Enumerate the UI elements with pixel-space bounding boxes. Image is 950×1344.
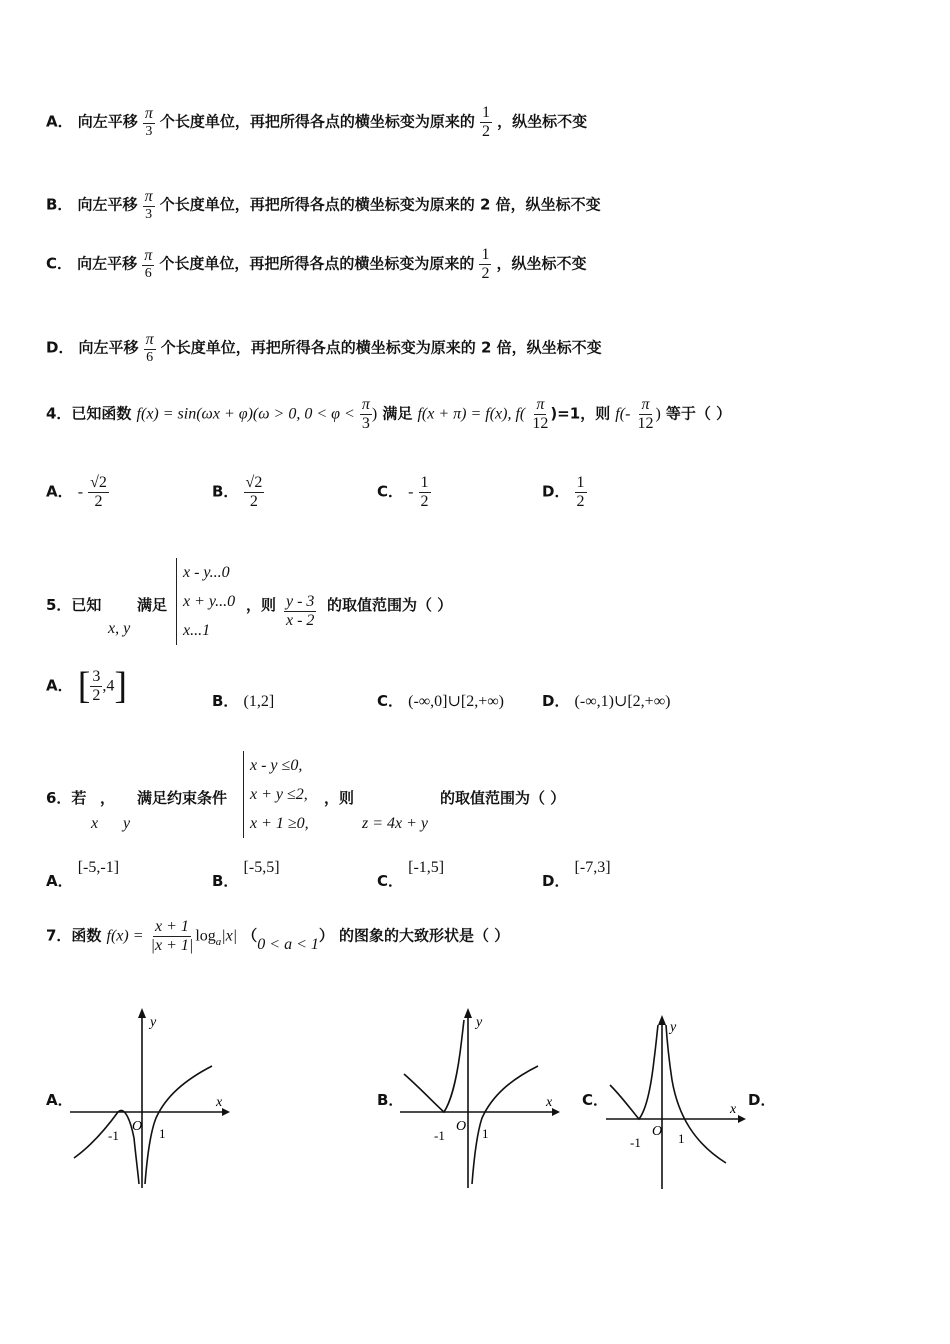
- x-axis-label: x: [730, 1102, 737, 1117]
- shift-fraction: $\frac{\pi}{6}$: [145, 331, 154, 365]
- curve-left: [610, 1025, 658, 1119]
- variables: x, y: [108, 620, 131, 637]
- function-fraction: $\frac{x + 1}{|x + 1|}$: [150, 918, 194, 954]
- q3-option-d: [46, 331, 602, 365]
- tick-label-pos: 1: [159, 1126, 166, 1141]
- function-lhs: f(x) =: [106, 927, 144, 945]
- q5-option-a: A． [ $\frac{3}{2}$ ,4]: [46, 665, 128, 707]
- origin-label: O: [456, 1119, 467, 1134]
- x-axis-label: x: [546, 1095, 553, 1110]
- tick-label-pos: 1: [482, 1126, 489, 1141]
- curve-left: [74, 1110, 139, 1184]
- target-fraction: $\frac{y - 3}{x - 2}$: [286, 593, 315, 629]
- tick-label-pos: 1: [678, 1131, 685, 1146]
- answer-fraction: $\frac{√2}{2}$: [90, 474, 107, 510]
- x-axis-label: x: [216, 1095, 223, 1110]
- interval-fraction: $\frac{3}{2}$: [92, 667, 101, 704]
- q6-option-a: A． [-5,-1]: [46, 859, 120, 890]
- q5-option-d: D． (-∞,1)∪[2,+∞): [542, 692, 671, 710]
- ask-expression: f(-: [615, 405, 631, 423]
- q7-option-a-label: A．: [46, 1091, 73, 1109]
- curve-left: [404, 1020, 464, 1112]
- condition-fraction: $\frac{\pi}{12}$: [532, 396, 549, 432]
- condition-label: 满足约束条件: [137, 789, 228, 807]
- condition-label: 满足: [137, 596, 168, 614]
- variable-x: x: [91, 815, 99, 832]
- tick-label-neg: -1: [108, 1128, 119, 1143]
- option-text-pre: 向左平移: [77, 254, 138, 273]
- q7-graph-a: [70, 1008, 230, 1188]
- shift-fraction: $\frac{\pi}{6}$: [144, 247, 153, 281]
- curve-right: [666, 1025, 726, 1163]
- q7-option-b-label: B．: [377, 1091, 404, 1109]
- base-condition: 0 < a < 1: [257, 935, 319, 953]
- q7-graph-c: [606, 1015, 746, 1191]
- q6-option-c: C． [-1,5]: [377, 859, 445, 890]
- q6-option-b: B． [-5,5]: [212, 859, 280, 890]
- option-text-pre: 向左平移: [77, 112, 138, 131]
- ask-text: 等于（ ）: [665, 404, 732, 423]
- answer-fraction: $\frac{1}{2}$: [420, 474, 429, 510]
- q7-graph-b: [400, 1008, 560, 1188]
- q7-stem: 7．函数 f(x) = $\frac{x + 1}{|x + 1|}$ $\log_a|x|$ （0 < a < 1） 的图象的大致形状是（ ）: [46, 918, 510, 954]
- q5-option-b: B． (1,2]: [212, 692, 275, 710]
- shift-fraction: $\frac{\pi}{3}$: [144, 188, 153, 222]
- option-text-pre: 向左平移: [77, 195, 138, 214]
- then-text: ，则: [246, 596, 277, 614]
- curve-right: [472, 1066, 538, 1184]
- answer-fraction: $\frac{√2}{2}$: [245, 474, 263, 510]
- option-label: D．: [46, 338, 74, 357]
- phi-bound-fraction: $\frac{\pi}{3}$: [361, 396, 370, 432]
- ask-text: 的取值范围为（ ）: [327, 596, 453, 614]
- scale-fraction: $\frac{1}{2}$: [481, 246, 490, 282]
- condition-label: 满足: [382, 404, 413, 423]
- shift-fraction: $\frac{\pi}{3}$: [144, 105, 153, 139]
- q6-option-d: D． [-7,3]: [542, 859, 611, 890]
- option-text-pre: 向左平移: [78, 338, 139, 357]
- curve-right: [145, 1066, 212, 1184]
- option-text-mid: 个长度单位，再把所得各点的横坐标变为原来的: [159, 112, 475, 131]
- q4-stem: 4．已知函数 f(x) = sin(ωx + φ)(ω > 0, 0 < φ < $\frac{\pi}{3}$ ) 满足 f(x + π) = f(x), f( $\frac{\pi}{12}$ )=1，则 f(- $\frac{\pi}{12}$ ) 等于（ ）: [46, 396, 732, 432]
- scale-fraction: $\frac{1}{2}$: [482, 104, 491, 140]
- q5-option-c: C． (-∞,0]∪[2,+∞): [377, 692, 504, 710]
- option-label: C．: [46, 254, 73, 273]
- tick-label-neg: -1: [434, 1128, 445, 1143]
- option-label: B．: [46, 195, 73, 214]
- q4-option-c: C． - $\frac{1}{2}$: [377, 474, 429, 510]
- q4-option-a: A． - $\frac{√2}{2}$: [46, 474, 107, 510]
- function-definition: f(x) = sin(ωx + φ)(ω > 0, 0 < φ <: [136, 405, 355, 423]
- answer-fraction: $\frac{1}{2}$: [576, 474, 585, 510]
- ask-fraction: $\frac{\pi}{12}$: [637, 396, 654, 432]
- option-text-mid: 个长度单位，再把所得各点的横坐标变为原来的: [159, 254, 475, 273]
- question-number: 6．若: [46, 789, 87, 807]
- condition-expression: f(x + π) = f(x), f(: [417, 405, 526, 423]
- objective-expression: z = 4x + y: [362, 815, 429, 832]
- constraint-system: x - y ≤0, x + y ≤2, x + 1 ≥0,: [243, 751, 309, 838]
- then-text: ，则: [324, 789, 355, 807]
- q3-option-b: [46, 188, 601, 222]
- q3-option-a: [46, 104, 587, 140]
- y-axis-label: y: [150, 1015, 157, 1030]
- option-text-mid: 个长度单位，再把所得各点的横坐标变为原来的 2 倍，纵坐标不变: [159, 195, 601, 214]
- question-number: 4．已知函数: [46, 404, 132, 423]
- constraint-system: x - y...0 x + y...0 x...1: [176, 558, 235, 645]
- option-text-mid: 个长度单位，再把所得各点的横坐标变为原来的 2 倍，纵坐标不变: [160, 338, 602, 357]
- q4-option-d: D． $\frac{1}{2}$: [542, 474, 585, 510]
- y-axis-label: y: [476, 1015, 483, 1030]
- q7-option-c-label: C．: [582, 1091, 609, 1109]
- q3-option-c: [46, 246, 587, 282]
- condition-tail: )=1，则: [550, 404, 611, 423]
- question-number: 7．函数: [46, 926, 102, 945]
- option-text-post: ，纵坐标不变: [497, 112, 588, 131]
- ask-text: 的图象的大致形状是（ ）: [339, 926, 510, 945]
- option-label: A．: [46, 112, 73, 131]
- question-number: 5．已知: [46, 596, 102, 614]
- y-axis-label: y: [670, 1020, 677, 1035]
- ask-text: 的取值范围为（ ）: [440, 789, 566, 807]
- separator: ，: [100, 789, 116, 807]
- q4-option-b: B． $\frac{√2}{2}$: [212, 474, 263, 510]
- origin-label: O: [132, 1119, 143, 1134]
- option-text-post: ，纵坐标不变: [496, 254, 587, 273]
- variable-y: y: [123, 815, 131, 832]
- q7-option-d-label: D．: [748, 1091, 776, 1109]
- origin-label: O: [652, 1124, 663, 1139]
- tick-label-neg: -1: [630, 1135, 641, 1150]
